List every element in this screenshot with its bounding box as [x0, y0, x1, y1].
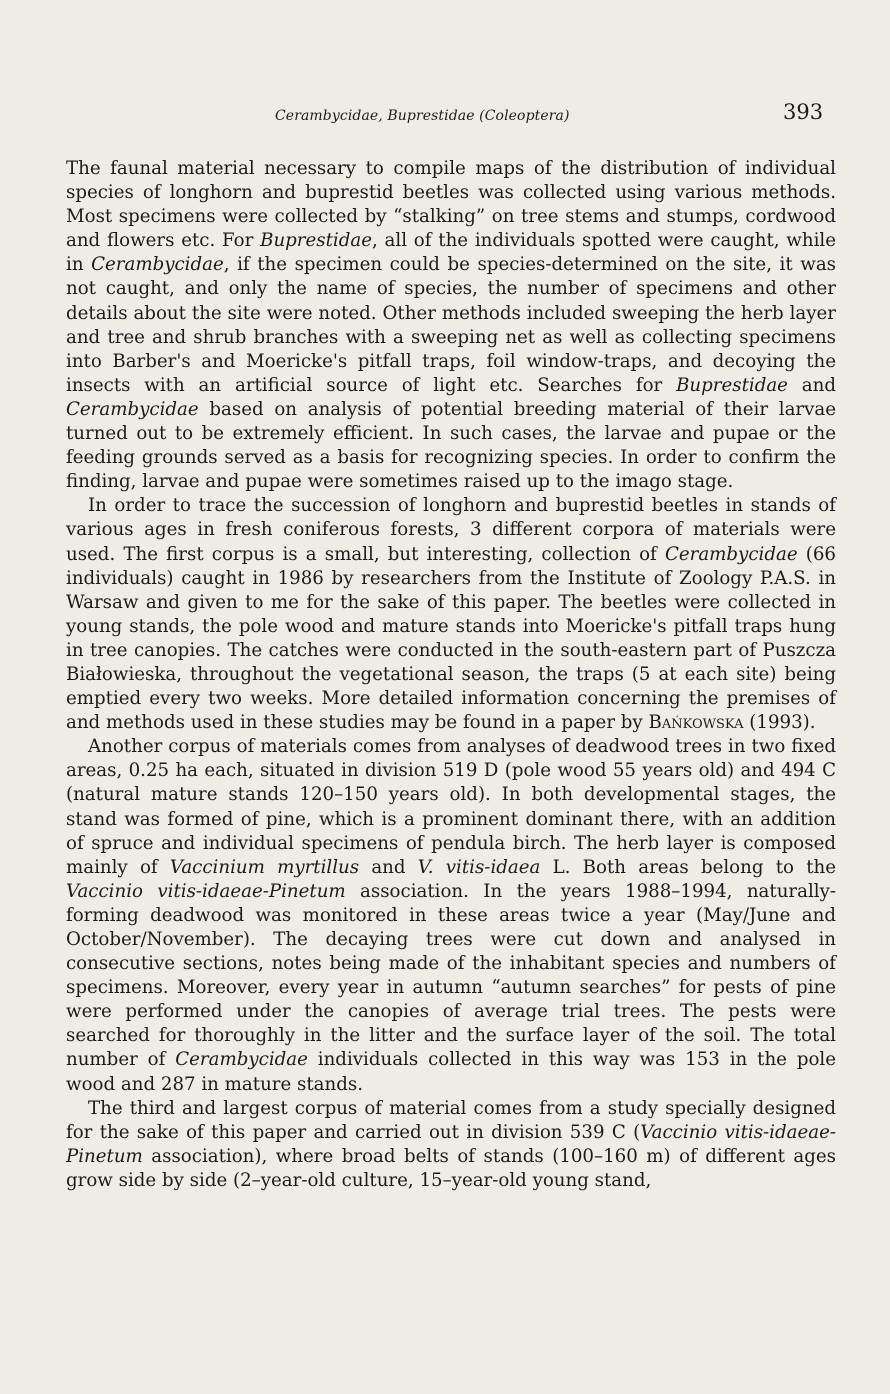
italic-text: Vaccinio vitis-idaeae-Pinetum: [66, 1121, 836, 1167]
page-number: 393: [783, 100, 824, 124]
text-run: association. In the years 1988–1994, naturally-forming deadwood was monitored in these areas twice a year (May/June and October/November). The decaying trees were cut down and analysed in consecutive sections, notes being made of the inhabitant species and numbers of specimens. Moreover, every year in autumn “autumn searches” for pests of pine were performed under the canopies of average trial trees. The pests were searched for thoroughly in the litter and the surface layer of the soil. The total number of: [66, 880, 836, 1071]
running-head: Cerambycidae, Buprestidae (Coleoptera): [275, 108, 570, 124]
italic-text: Cerambycidae: [91, 254, 224, 276]
paragraph-1: [66, 157, 836, 494]
text-run: L. Both areas belong to the: [540, 856, 836, 878]
text-run: In order to trace the succession of longhorn and buprestid beetles in stands of various ages in fresh coniferous forests, 3 different corpora of materials were used. The first corpus is a small, but interesting, collection of: [66, 495, 836, 565]
body-text: [66, 157, 836, 1193]
text-run: and: [359, 856, 418, 878]
text-run: individuals collected in this way was 153 in the pole wood and 287 in mature stands.: [66, 1049, 836, 1095]
italic-text: Buprestidae: [676, 374, 788, 396]
italic-text: Buprestidae: [260, 230, 372, 252]
text-run: The faunal material necessary to compile maps of the distribution of individual species of longhorn and buprestid beetles was collected using various methods. Most specimens were collected by “stalking” on tree stems and stumps, cordwood and flowers etc. For: [66, 158, 836, 252]
text-run: The third and largest corpus of material comes from a study specially designed for the sake of this paper and carried out in division 539 C (: [66, 1097, 836, 1143]
text-run: association), where broad belts of stands (100–160 m) of different ages grow side by side (2–year-old culture, 15–year-old young stand,: [66, 1145, 836, 1191]
paragraph-4: [66, 1097, 836, 1193]
paragraph-3: [66, 735, 836, 1096]
text-run: Another corpus of materials comes from analyses of deadwood trees in two fixed areas, 0.25 ha each, situated in division 519 D (pole wood 55 years old) and 494 C (natural mature stands 120–150 years old). In both developmental stages, the stand was formed of pine, which is a prominent dominant there, with an addition of spruce and individual specimens of pendula birch. The herb layer is composed mainly of: [66, 736, 836, 878]
text-run: based on analysis of potential breeding material of their larvae turned out to be extremely efficient. In such cases, the larvae and pupae or the feeding grounds served as a basis for recognizing species. In order to confirm the finding, larvae and pupae were sometimes raised up to the imago stage.: [66, 398, 836, 493]
italic-text: Vaccinium myrtillus: [169, 856, 360, 878]
italic-text: Cerambycidae: [66, 398, 199, 420]
text-run: , all of the individuals spotted were caught, while in: [66, 230, 836, 276]
text-run: , if the specimen could be species-determined on the site, it was not caught, and only the name of species, the number of specimens and other details about the site were noted. Other methods included sweeping the herb layer and tree and shrub branches with a sweeping net as well as collecting specimens into Barber's and Moericke's pitfall traps, foil window-traps, and decoying the insects with an artificial source of light etc. Searches for: [66, 254, 836, 396]
italic-text: Cerambycidae: [664, 543, 798, 565]
text-run: and: [787, 374, 836, 396]
page-header: [0, 100, 890, 130]
author-name: Bańkowska: [648, 712, 744, 734]
text-run: (66 individuals) caught in 1986 by researchers from the Institute of Zoology P.A.S. in Warsaw and given to me for the sake of this paper. The beetles were collected in young stands, the pole wood and mature stands into Moericke's pitfall traps hung in tree canopies. The catches were conducted in the south-eastern part of Puszcza Białowieska, throughout the vegetational season, the traps (5 at each site) being emptied every two weeks. More detailed information concerning the premises of and methods used in these studies may be found in a paper by: [66, 543, 836, 734]
italic-text: V. vitis-idaea: [417, 856, 541, 878]
italic-text: Vaccinio vitis-idaeae-Pinetum: [66, 880, 346, 902]
italic-text: Cerambycidae: [175, 1049, 308, 1071]
paragraph-2: [66, 494, 836, 735]
text-run: (1993).: [743, 712, 816, 734]
